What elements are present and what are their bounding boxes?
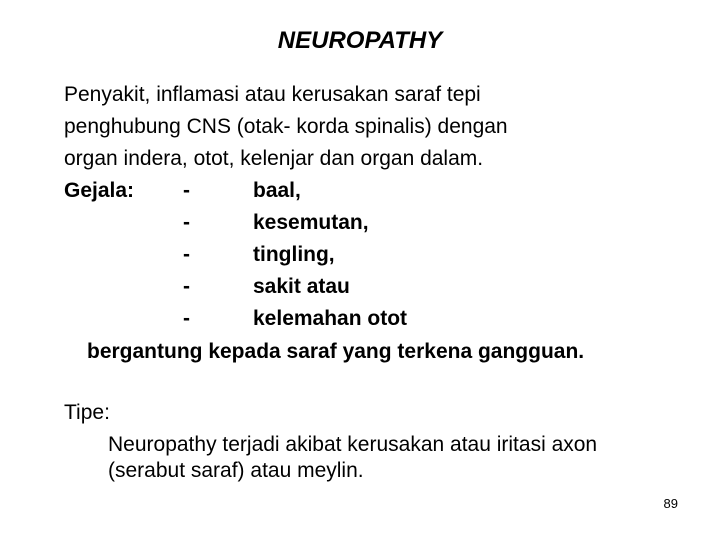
tipe-label: Tipe:: [64, 401, 110, 424]
intro-line-1: Penyakit, inflamasi atau kerusakan saraf tepi: [64, 83, 481, 106]
symptom-dash: -: [183, 243, 190, 266]
symptom-dash: -: [183, 307, 190, 330]
symptom-dash: -: [183, 211, 190, 234]
page-number: 89: [663, 496, 678, 511]
gejala-label: Gejala:: [64, 179, 135, 202]
slide-title: NEUROPATHY: [277, 27, 443, 54]
symptom-item: kelemahan otot: [253, 307, 408, 330]
symptom-item: tingling,: [253, 243, 335, 266]
intro-line-3: organ indera, otot, kelenjar dan organ dalam.: [64, 147, 484, 170]
tipe-line-2: (serabut saraf) atau meylin.: [108, 459, 364, 482]
intro-line-2: penghubung CNS (otak- korda spinalis) dengan: [64, 115, 508, 138]
tipe-line-1: Neuropathy terjadi akibat kerusakan atau iritasi axon: [108, 433, 598, 456]
symptom-item: sakit atau: [253, 275, 350, 298]
symptom-item: baal,: [253, 179, 301, 202]
gejala-conclusion: bergantung kepada saraf yang terkena gangguan.: [87, 340, 585, 363]
symptom-item: kesemutan,: [253, 211, 369, 234]
symptom-dash: -: [183, 179, 190, 202]
symptom-dash: -: [183, 275, 190, 298]
